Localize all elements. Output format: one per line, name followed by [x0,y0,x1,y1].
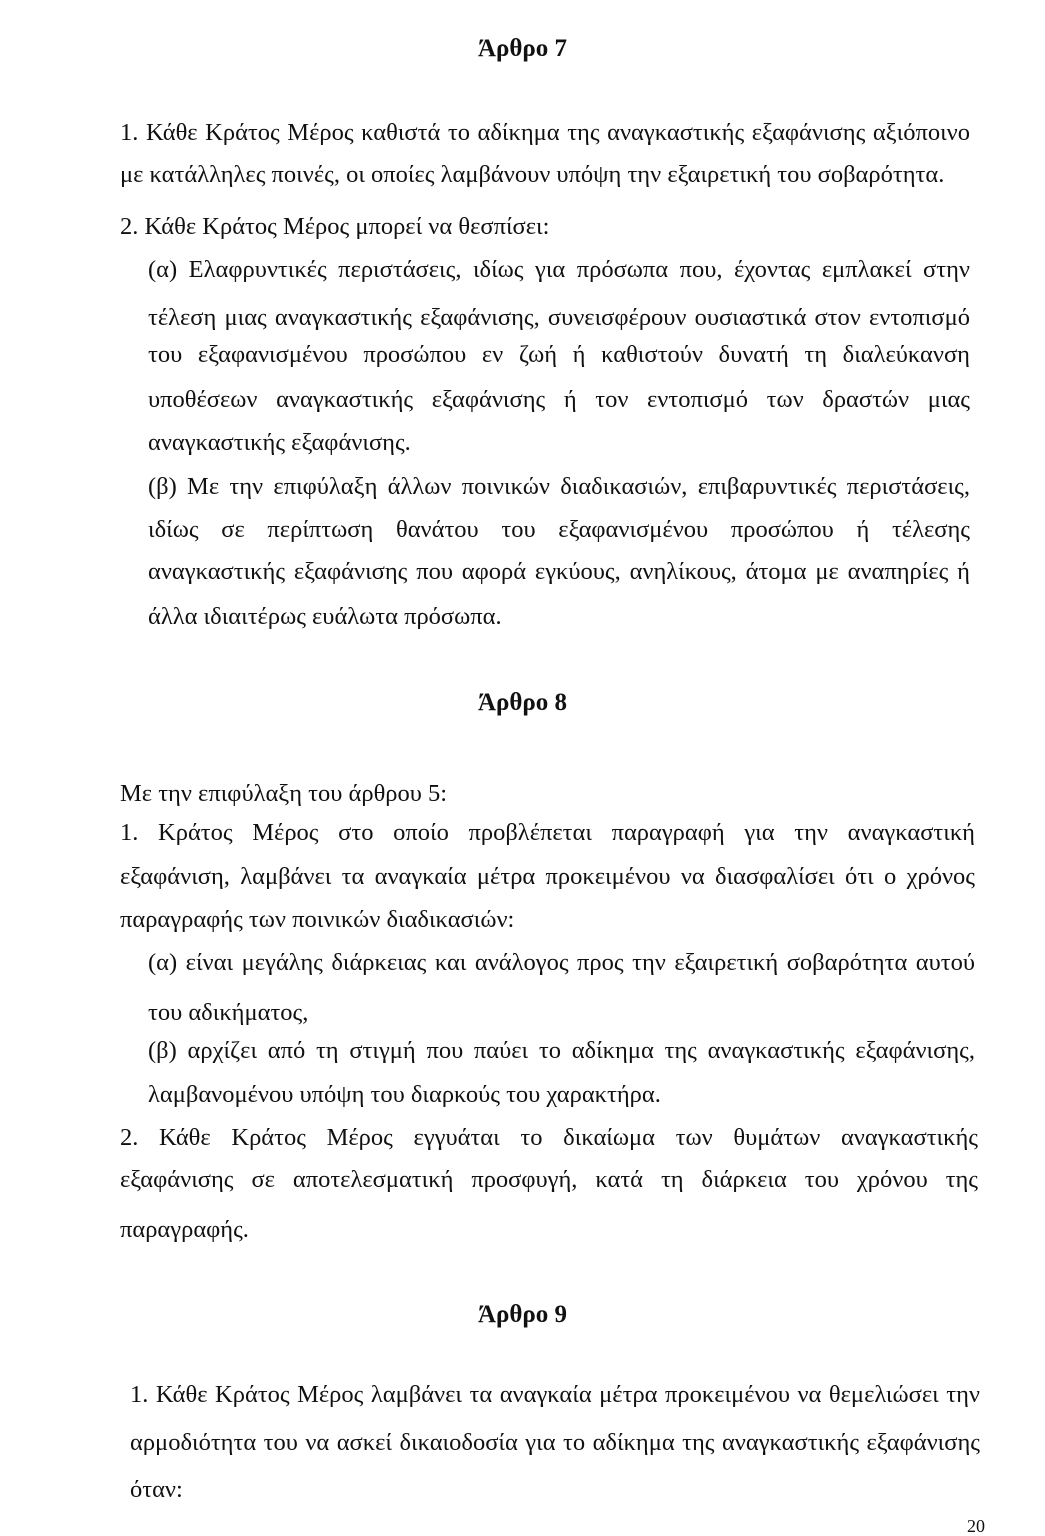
article-9-line-1: 1. Κάθε Κράτος Μέρος λαμβάνει τα αναγκαία μέτρα προκειμένου να θεμελιώσει την [130,1381,980,1408]
article-7-line-3: 2. Κάθε Κράτος Μέρος μπορεί να θεσπίσει: [120,213,550,240]
article-7-line-9: (β) Με την επιφύλαξη άλλων ποινικών διαδικασιών, επιβαρυντικές περιστάσεις, [148,473,970,500]
article-7-line-6: του εξαφανισμένου προσώπου εν ζωή ή καθιστούν δυνατή τη διαλεύκανση [148,341,970,368]
article-8-line-8: λαμβανομένου υπόψη του διαρκούς του χαρακτήρα. [148,1081,661,1108]
article-7-line-10: ιδίως σε περίπτωση θανάτου του εξαφανισμένου προσώπου ή τέλεσης [148,516,970,543]
article-7-heading: Άρθρο 7 [477,35,568,62]
article-7-line-7: υποθέσεων αναγκαστικής εξαφάνισης ή τον εντοπισμό των δραστών μιας [148,386,970,413]
article-7-line-11: αναγκαστικής εξαφάνισης που αφορά εγκύους, ανηλίκους, άτομα με αναπηρίες ή [148,558,970,585]
article-8-line-2: 1. Κράτος Μέρος στο οποίο προβλέπεται παραγραφή για την αναγκαστική [120,819,975,846]
article-7-line-8: αναγκαστικής εξαφάνισης. [148,429,411,456]
article-7-line-2: με κατάλληλες ποινές, οι οποίες λαμβάνουν υπόψη την εξαιρετική του σοβαρότητα. [120,161,945,188]
article-8-line-1: Με την επιφύλαξη του άρθρου 5: [120,780,448,807]
article-8-line-3: εξαφάνιση, λαμβάνει τα αναγκαία μέτρα προκειμένου να διασφαλίσει ότι ο χρόνος [120,863,975,890]
article-8-line-10: εξαφάνισης σε αποτελεσματική προσφυγή, κατά τη διάρκεια του χρόνου της [120,1166,978,1193]
article-8-line-7: (β) αρχίζει από τη στιγμή που παύει το αδίκημα της αναγκαστικής εξαφάνισης, [148,1037,975,1064]
page-number: 20 [967,1516,985,1536]
article-9-heading: Άρθρο 9 [477,1301,568,1328]
article-8-line-6: του αδικήματος, [148,999,309,1026]
article-9-line-3: όταν: [130,1476,183,1503]
article-7-line-4: (α) Ελαφρυντικές περιστάσεις, ιδίως για πρόσωπα που, έχοντας εμπλακεί στην [148,256,970,283]
article-7-line-5: τέλεση μιας αναγκαστικής εξαφάνισης, συνεισφέρουν ουσιαστικά στον εντοπισμό [148,304,970,331]
article-8-line-4: παραγραφής των ποινικών διαδικασιών: [120,906,515,933]
article-8-heading: Άρθρο 8 [477,689,568,716]
article-7-line-12: άλλα ιδιαιτέρως ευάλωτα πρόσωπα. [148,603,502,630]
article-7-line-1: 1. Κάθε Κράτος Μέρος καθιστά το αδίκημα της αναγκαστικής εξαφάνισης αξιόποινο [120,119,970,146]
article-8-line-5: (α) είναι μεγάλης διάρκειας και ανάλογος προς την εξαιρετική σοβαρότητα αυτού [148,949,975,976]
article-8-line-11: παραγραφής. [120,1216,249,1243]
article-8-line-9: 2. Κάθε Κράτος Μέρος εγγυάται το δικαίωμα των θυμάτων αναγκαστικής [120,1124,978,1151]
article-9-line-2: αρμοδιότητα του να ασκεί δικαιοδοσία για το αδίκημα της αναγκαστικής εξαφάνισης [130,1429,980,1456]
